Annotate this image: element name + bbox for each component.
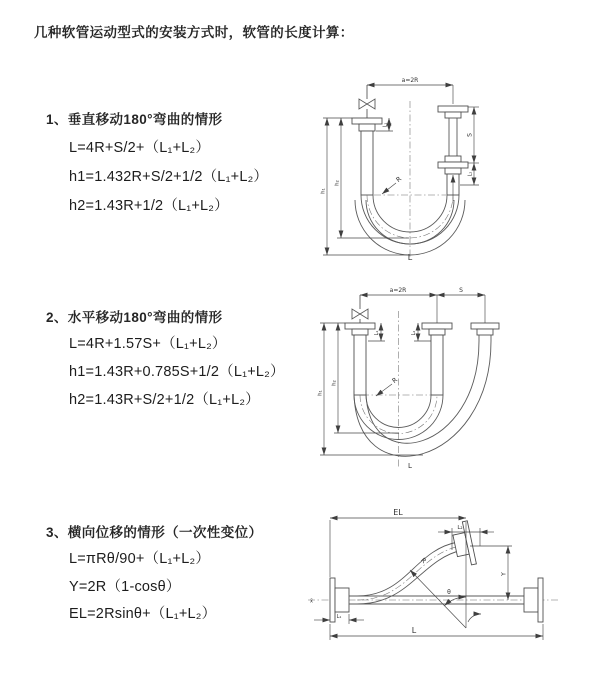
- angle-theta: [445, 589, 482, 622]
- dim-y-label: Y: [500, 572, 508, 576]
- section-3-heading: 3、横向位移的情形（一次性变位）: [46, 525, 263, 540]
- axis-mark: x̄: [310, 598, 313, 605]
- radius-label: R: [390, 375, 400, 385]
- radius-label: R: [418, 556, 428, 566]
- length-label: L: [407, 253, 413, 261]
- diagram-vertical-180-bend: [312, 73, 530, 261]
- center-flange: [422, 323, 452, 335]
- displaced-hose: [354, 335, 491, 456]
- dim-y: [470, 546, 512, 600]
- section-1-formula-l: L=4R+S/2+（L₁+L₂）: [69, 140, 211, 156]
- left-flange: [352, 118, 382, 131]
- section-1-formula-h2: h2=1.43R+1/2（L₁+L₂）: [69, 198, 229, 214]
- dim-l1-label: L₁: [336, 614, 342, 620]
- dim-el-label: EL: [393, 508, 403, 517]
- dim-s: [437, 287, 485, 323]
- section-1-formula-h1: h1=1.432R+S/2+1/2（L₁+L₂）: [69, 169, 269, 185]
- radius-leader: [382, 175, 403, 194]
- radius-leader: [410, 556, 466, 628]
- section-3-formula-y: Y=2R（1-cosθ）: [69, 579, 181, 595]
- dim-el: [330, 508, 466, 628]
- center-hose-braid: [431, 335, 443, 395]
- valve-icon: [359, 85, 375, 118]
- dim-l2-label: L₂: [457, 525, 463, 531]
- left-hose-braid: [361, 131, 373, 195]
- tilted-flange: [451, 521, 477, 568]
- section-3-formula-l: L=πRθ/90+（L₁+L₂）: [69, 551, 211, 567]
- right-pipe: [449, 118, 457, 156]
- dim-l1-label: L₁: [382, 122, 389, 128]
- dim-h1: [318, 323, 424, 455]
- dim-a2r-label: a=2R: [401, 77, 419, 84]
- dim-h1-label: h₁: [320, 188, 327, 194]
- diagram-lateral-displacement: [302, 502, 567, 654]
- dim-s-label: S: [466, 133, 474, 137]
- right-flange-upper: [438, 106, 468, 118]
- dim-l1: [314, 614, 364, 624]
- radius-leader: [376, 376, 399, 396]
- dim-l2-label: L₂: [411, 330, 417, 336]
- dim-l: [330, 624, 543, 640]
- length-label: L: [408, 462, 412, 470]
- right-flange-lower: [438, 156, 468, 174]
- section-3-formula-el: EL=2Rsinθ+（L₁+L₂）: [69, 606, 217, 622]
- left-hose-braid: [354, 335, 366, 395]
- radius-label: R: [394, 174, 404, 184]
- dim-s-label: S: [459, 287, 463, 294]
- valve-icon: [352, 295, 368, 323]
- dim-l2-label: L₂: [467, 171, 474, 177]
- left-flange: [345, 323, 375, 335]
- dim-l1-label: L₁: [374, 330, 380, 336]
- dim-s: [467, 107, 480, 163]
- page-title: 几种软管运动型式的安装方式时，软管的长度计算：: [34, 25, 354, 40]
- dim-l-label: L: [411, 626, 417, 635]
- section-2-formula-h2: h2=1.43R+S/2+1/2（L₁+L₂）: [69, 392, 260, 408]
- dim-h2-label: h₂: [331, 380, 338, 386]
- section-2-formula-h1: h1=1.43R+0.785S+1/2（L₁+L₂）: [69, 364, 285, 380]
- section-1-heading: 1、垂直移动180°弯曲的情形: [46, 112, 223, 127]
- angle-theta-label: θ: [447, 589, 451, 596]
- dim-h2-label: h₂: [334, 180, 341, 186]
- dim-h1-label: h₁: [317, 390, 324, 396]
- diagram-horizontal-180-bend: [310, 283, 528, 471]
- dim-a2r: [367, 77, 453, 104]
- section-2-heading: 2、水平移动180°弯曲的情形: [46, 310, 223, 325]
- right-flange: [471, 323, 499, 335]
- section-2-formula-l: L=4R+1.57S+（L₁+L₂）: [69, 336, 227, 352]
- dim-a2r-label: a=2R: [389, 287, 407, 294]
